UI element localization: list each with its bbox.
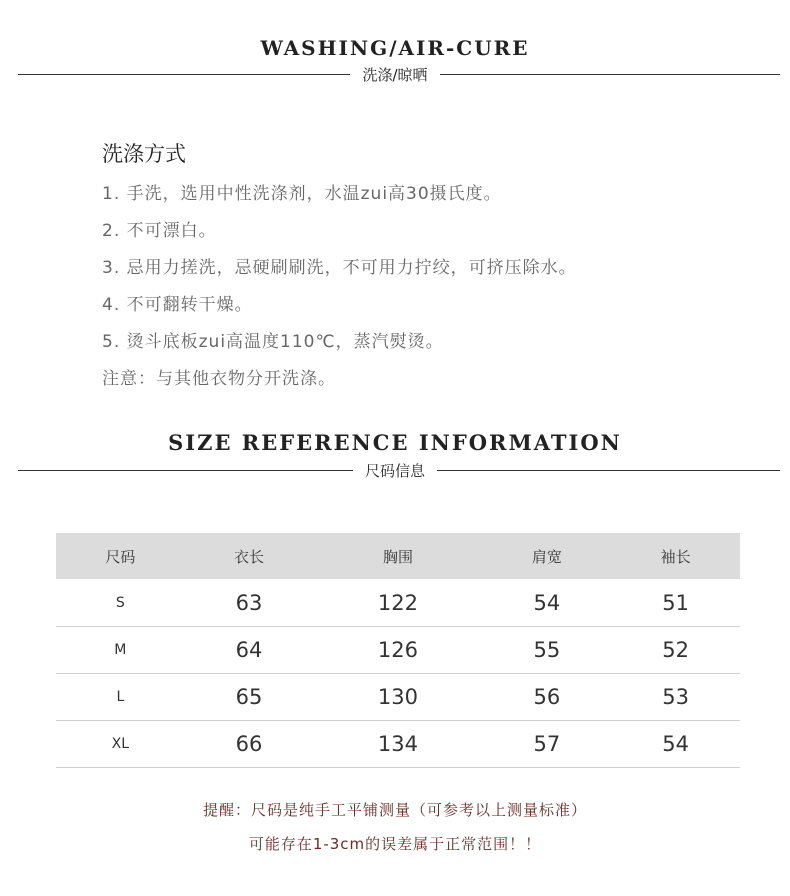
sleeve-cell: 52 bbox=[611, 627, 740, 674]
washing-note: 注意：与其他衣物分开洗涤。 bbox=[102, 369, 336, 389]
header-length: 衣长 bbox=[185, 533, 314, 579]
size-table bbox=[56, 533, 740, 768]
tolerance-note: 可能存在1-3cm的误差属于正常范围！！ bbox=[248, 835, 542, 853]
washing-heading: 洗涤方式 bbox=[102, 142, 186, 166]
table-row bbox=[56, 579, 740, 627]
sleeve-cell: 51 bbox=[611, 579, 740, 627]
table-header-row bbox=[56, 533, 740, 579]
size-subtitle bbox=[0, 460, 790, 481]
washing-title: WASHING/AIR-CURE bbox=[260, 36, 530, 60]
size-cell: M bbox=[56, 627, 185, 674]
header-shoulder: 肩宽 bbox=[483, 533, 612, 579]
size-title: SIZE REFERENCE INFORMATION bbox=[168, 430, 622, 455]
table-row bbox=[56, 627, 740, 674]
sleeve-cell: 54 bbox=[611, 721, 740, 768]
size-cell: XL bbox=[56, 721, 185, 768]
washing-subtitle bbox=[0, 64, 790, 85]
length-cell: 65 bbox=[185, 674, 314, 721]
length-cell: 66 bbox=[185, 721, 314, 768]
shoulder-cell: 54 bbox=[483, 579, 612, 627]
washing-line: 2. 不可漂白。 bbox=[102, 221, 217, 241]
length-cell: 64 bbox=[185, 627, 314, 674]
washing-instructions bbox=[102, 138, 577, 398]
washing-line: 1. 手洗，选用中性洗涤剂，水温zui高30摄氏度。 bbox=[102, 184, 502, 204]
chest-cell: 134 bbox=[313, 721, 482, 768]
washing-subtitle-text: 洗涤/晾晒 bbox=[350, 66, 439, 84]
length-cell: 63 bbox=[185, 579, 314, 627]
shoulder-cell: 56 bbox=[483, 674, 612, 721]
washing-line: 3. 忌用力搓洗，忌硬刷刷洗，不可用力拧绞，可挤压除水。 bbox=[102, 258, 577, 278]
header-size: 尺码 bbox=[56, 533, 185, 579]
header-sleeve: 袖长 bbox=[611, 533, 740, 579]
washing-line: 5. 烫斗底板zui高温度110℃，蒸汽熨烫。 bbox=[102, 332, 444, 352]
sleeve-cell: 53 bbox=[611, 674, 740, 721]
chest-cell: 130 bbox=[313, 674, 482, 721]
shoulder-cell: 55 bbox=[483, 627, 612, 674]
table-row bbox=[56, 674, 740, 721]
chest-cell: 122 bbox=[313, 579, 482, 627]
chest-cell: 126 bbox=[313, 627, 482, 674]
header-chest: 胸围 bbox=[313, 533, 482, 579]
table-row bbox=[56, 721, 740, 768]
size-cell: L bbox=[56, 674, 185, 721]
washing-line: 4. 不可翻转干燥。 bbox=[102, 295, 253, 315]
size-cell: S bbox=[56, 579, 185, 627]
measurement-note: 提醒：尺码是纯手工平铺测量（可参考以上测量标准） bbox=[202, 801, 587, 819]
shoulder-cell: 57 bbox=[483, 721, 612, 768]
size-subtitle-text: 尺码信息 bbox=[353, 462, 437, 480]
